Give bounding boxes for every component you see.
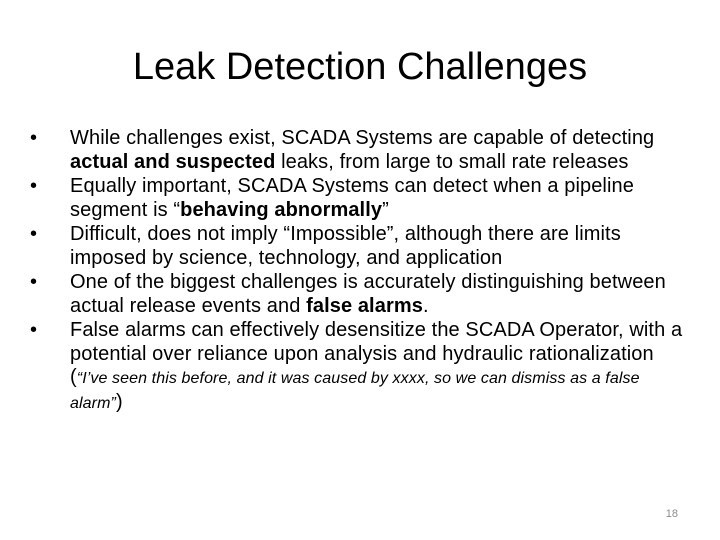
bullet-text: ” xyxy=(382,198,389,221)
bullet-note: “I’ve seen this before, and it was caused by xxxx, so we can dismiss as a false alarm” xyxy=(70,370,640,412)
bullet-text: Equally important, SCADA Systems can detect when a pipeline segment is “ xyxy=(70,175,634,221)
bullet-dot-icon: • xyxy=(30,319,38,341)
bullet-dot-icon: • xyxy=(30,175,38,197)
bullet-text: One of the biggest challenges is accurately distinguishing between actual release events and xyxy=(70,271,666,317)
bullet-emphasis: behaving abnormally xyxy=(180,198,383,221)
bullet-dot-icon: • xyxy=(30,223,38,245)
bullet-dot-icon: • xyxy=(30,127,38,149)
bullet-item xyxy=(30,223,695,270)
bullet-list xyxy=(30,127,695,416)
bullet-text: leaks, from large to small rate releases xyxy=(275,150,629,173)
bullet-item xyxy=(30,175,695,222)
bullet-text: While challenges exist, SCADA Systems are capable of detecting xyxy=(70,127,655,149)
bullet-item xyxy=(30,127,695,174)
note-close-paren: ) xyxy=(115,390,123,413)
slide-title: Leak Detection Challenges xyxy=(132,46,588,88)
bullet-text: False alarms can effectively desensitize the SCADA Operator, with a potential over reliance upon analysis and hydraulic rationalization xyxy=(70,319,683,365)
bullet-dot-icon: • xyxy=(30,271,38,293)
bullet-item xyxy=(30,319,695,415)
note-open-paren: ( xyxy=(70,366,77,388)
bullet-emphasis: false alarms xyxy=(306,294,423,317)
page-number: 18 xyxy=(665,508,678,520)
bullet-text: . xyxy=(422,294,429,317)
bullet-emphasis: actual and suspected xyxy=(70,150,276,173)
bullet-item xyxy=(30,271,695,318)
bullet-text: Difficult, does not imply “Impossible”, although there are limits imposed by science, technology, and application xyxy=(70,223,621,269)
